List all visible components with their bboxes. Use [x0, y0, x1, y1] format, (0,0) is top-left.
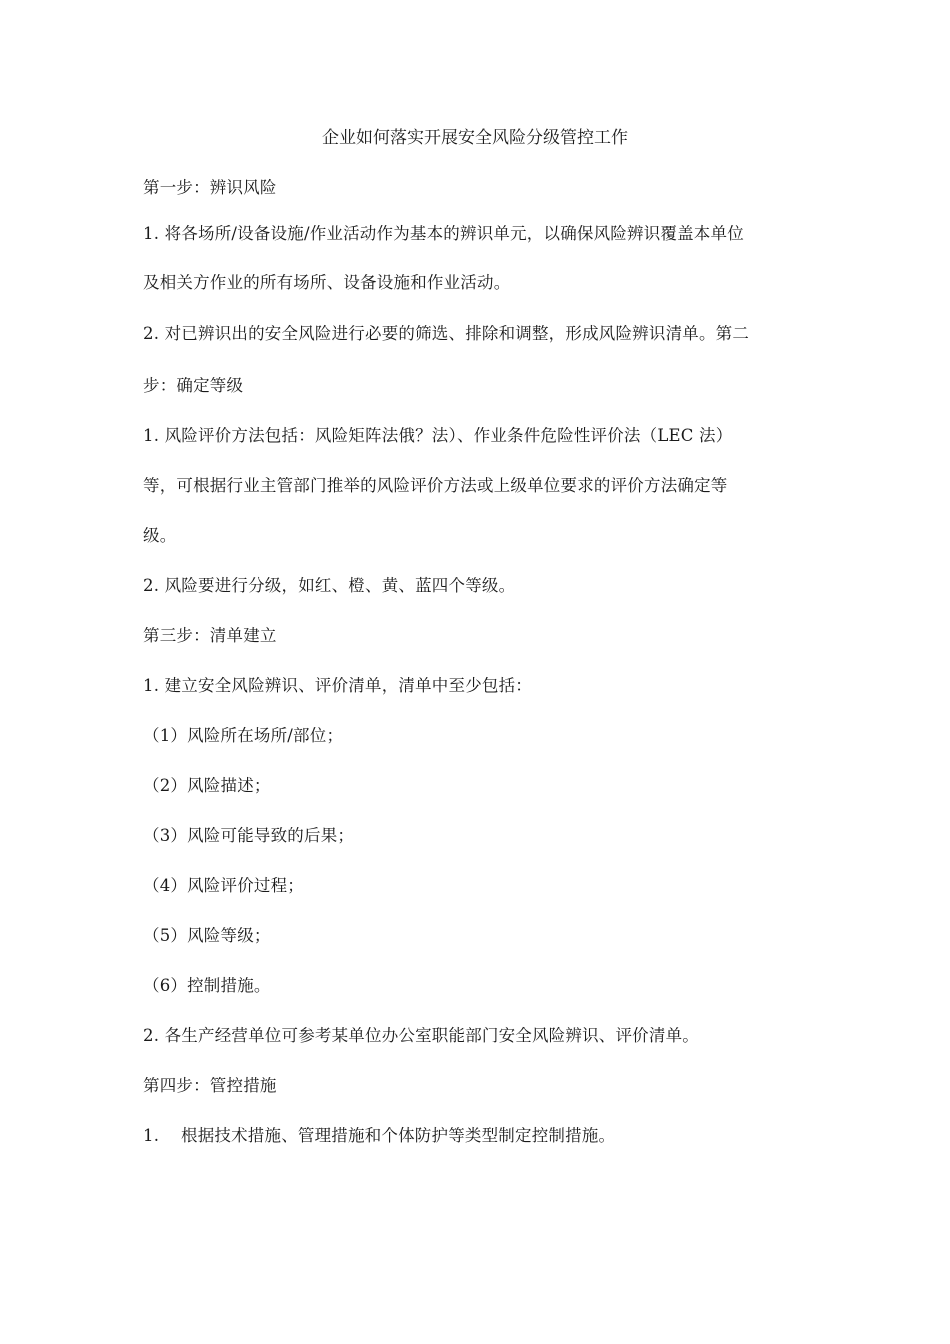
paragraph-line: 等，可根据行业主管部门推举的风险评价方法或上级单位要求的评价方法确定等	[143, 476, 728, 495]
item-text: 根据技术措施、管理措施和个体防护等类型制定控制措施。	[181, 1126, 616, 1145]
list-item: （5）风险等级；	[143, 926, 271, 945]
paragraph-line: 级。	[143, 526, 177, 545]
numbered-item	[143, 1124, 615, 1148]
step-3-heading: 第三步：清单建立	[143, 626, 277, 645]
item-number: 1.	[143, 1126, 160, 1145]
document-title: 企业如何落实开展安全风险分级管控工作	[322, 128, 628, 148]
list-item: （6）控制措施。	[143, 976, 271, 995]
step-4-heading: 第四步：管控措施	[143, 1076, 277, 1095]
paragraph-line: 1. 风险评价方法包括：风险矩阵法俄？法）、作业条件危险性评价法（LEC 法）	[143, 426, 733, 445]
paragraph-line: 1. 将各场所/设备设施/作业活动作为基本的辨识单元，以确保风险辨识覆盖本单位	[143, 224, 744, 243]
paragraph-line: 2. 风险要进行分级，如红、橙、黄、蓝四个等级。	[143, 576, 516, 595]
paragraph-line: 2. 各生产经营单位可参考某单位办公室职能部门安全风险辨识、评价清单。	[143, 1026, 699, 1045]
paragraph-line: 1. 建立安全风险辨识、评价清单，清单中至少包括：	[143, 676, 532, 695]
step-2-heading: 步：确定等级	[143, 376, 244, 395]
list-item: （2）风险描述；	[143, 776, 271, 795]
list-item: （1）风险所在场所/部位；	[143, 726, 344, 745]
list-item: （4）风险评价过程；	[143, 876, 304, 895]
paragraph-line: 2. 对已辨识出的安全风险进行必要的筛选、排除和调整，形成风险辨识清单。第二	[143, 324, 750, 343]
paragraph-line: 及相关方作业的所有场所、设备设施和作业活动。	[143, 273, 511, 292]
list-item: （3）风险可能导致的后果；	[143, 826, 355, 845]
step-1-heading: 第一步：辨识风险	[143, 178, 277, 197]
